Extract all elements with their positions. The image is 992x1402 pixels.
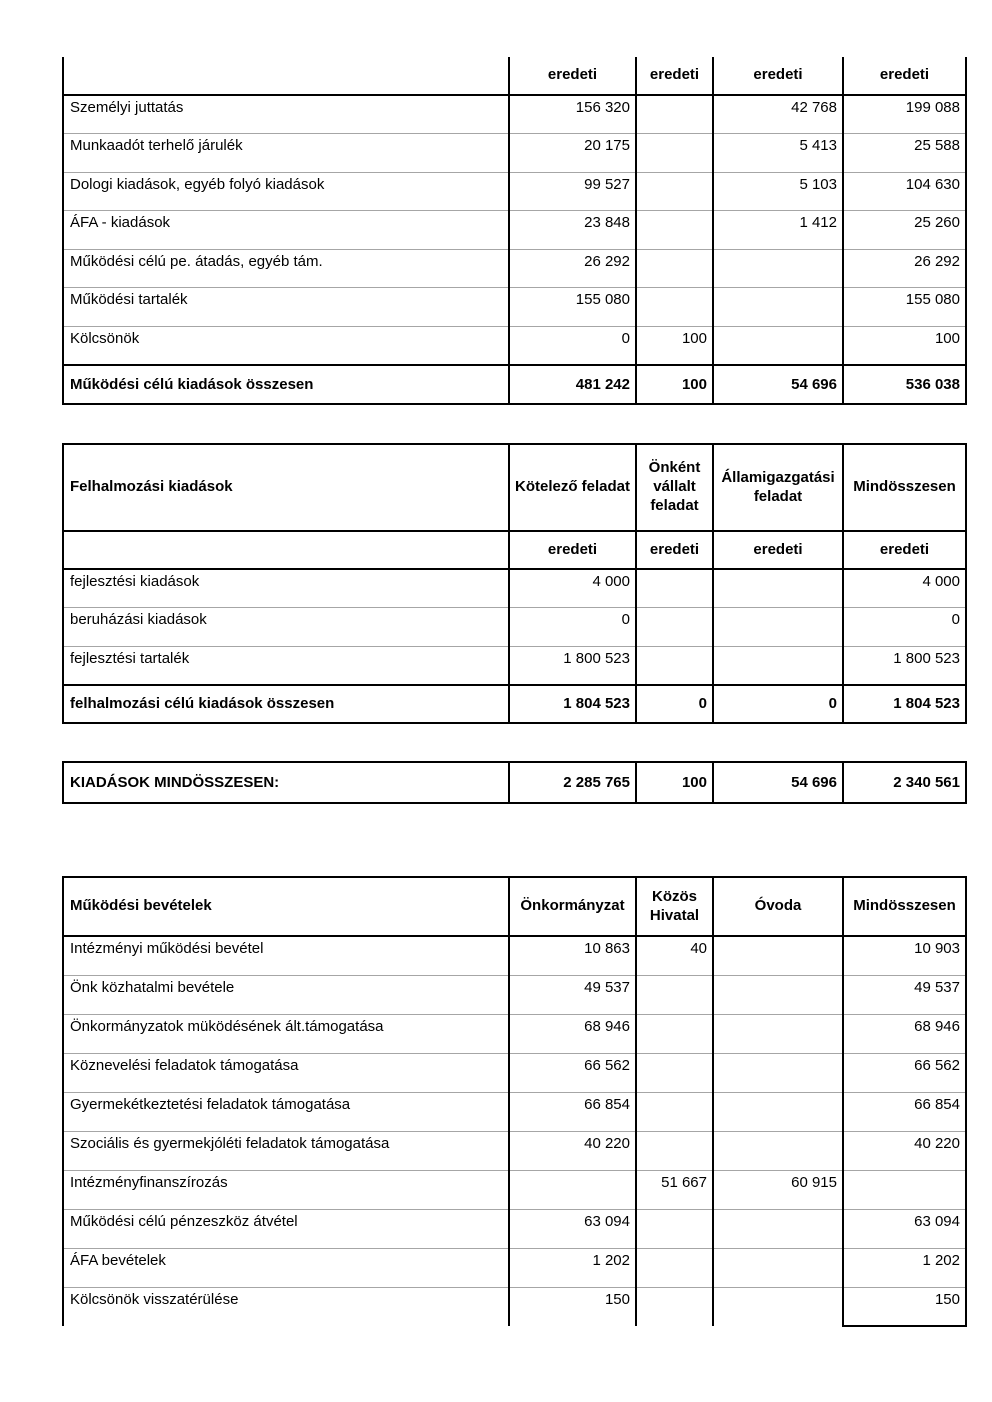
- cell-value: 5 103: [713, 172, 843, 211]
- cell-value: [636, 1131, 713, 1170]
- cell-value: 20 175: [509, 134, 636, 173]
- cell-value: [636, 608, 713, 647]
- row-label: ÁFA bevételek: [63, 1248, 509, 1287]
- row-label: [63, 531, 509, 569]
- cell-value: [636, 1287, 713, 1326]
- column-header-cell: Óvoda: [713, 877, 843, 936]
- cell-value: 66 562: [509, 1053, 636, 1092]
- table-row: [63, 249, 966, 288]
- table-row: [63, 975, 966, 1014]
- cell-value: [636, 1248, 713, 1287]
- table-row: [63, 172, 966, 211]
- cell-value: 4 000: [509, 569, 636, 608]
- cell-value: [713, 1092, 843, 1131]
- cell-value: [713, 1053, 843, 1092]
- table-title-cell: Felhalmozási kiadások: [63, 444, 509, 531]
- table-row: [63, 569, 966, 608]
- cell-value: [713, 646, 843, 685]
- cell-value: 104 630: [843, 172, 966, 211]
- row-label: KIADÁSOK MINDÖSSZESEN:: [63, 762, 509, 803]
- cell-value: 63 094: [843, 1209, 966, 1248]
- cell-value: 25 260: [843, 211, 966, 250]
- cell-value: [636, 211, 713, 250]
- cell-value: 40: [636, 936, 713, 975]
- cell-value: [713, 1209, 843, 1248]
- cell-value: 60 915: [713, 1170, 843, 1209]
- row-label: Önk közhatalmi bevétele: [63, 975, 509, 1014]
- total-row: [63, 685, 966, 724]
- cell-value: [636, 975, 713, 1014]
- row-label: Szociális és gyermekjóléti feladatok támogatása: [63, 1131, 509, 1170]
- row-label: Működési tartalék: [63, 288, 509, 327]
- total-value: 100: [636, 762, 713, 803]
- cell-value: [636, 1014, 713, 1053]
- total-value: 0: [636, 685, 713, 724]
- cell-value: 68 946: [509, 1014, 636, 1053]
- row-label: Működési célú pénzeszköz átvétel: [63, 1209, 509, 1248]
- row-label: Munkaadót terhelő járulék: [63, 134, 509, 173]
- table-row: [63, 211, 966, 250]
- cell-value: 156 320: [509, 95, 636, 134]
- cell-value: [636, 1209, 713, 1248]
- cell-value: [713, 975, 843, 1014]
- table-title-cell: Működési bevételek: [63, 877, 509, 936]
- cell-value: [636, 134, 713, 173]
- cell-value: 1 800 523: [509, 646, 636, 685]
- column-subheader-cell: eredeti: [843, 57, 966, 95]
- row-label: Gyermekétkeztetési feladatok támogatása: [63, 1092, 509, 1131]
- cell-value: 63 094: [509, 1209, 636, 1248]
- cell-value: 0: [843, 608, 966, 647]
- subheader-row: [63, 531, 966, 569]
- cell-value: 100: [843, 327, 966, 366]
- cell-value: 66 854: [843, 1092, 966, 1131]
- column-subheader-cell: eredeti: [713, 57, 843, 95]
- column-subheader-cell: eredeti: [509, 57, 636, 95]
- cell-value: 23 848: [509, 211, 636, 250]
- total-row: [63, 762, 966, 803]
- cell-value: [713, 569, 843, 608]
- cell-value: 1 800 523: [843, 646, 966, 685]
- total-value: 481 242: [509, 365, 636, 404]
- table-row: [63, 95, 966, 134]
- cell-value: [713, 327, 843, 366]
- column-header-cell: Kötelező feladat: [509, 444, 636, 531]
- total-expenses-table: [62, 761, 967, 804]
- total-value: 2 285 765: [509, 762, 636, 803]
- operating-revenues-table: [62, 876, 967, 1327]
- table-row: [63, 1248, 966, 1287]
- row-label: Önkormányzatok müködésének ált.támogatása: [63, 1014, 509, 1053]
- column-header-cell: Államigazgatási feladat: [713, 444, 843, 531]
- total-value: 1 804 523: [843, 685, 966, 724]
- table-row: [63, 134, 966, 173]
- total-value: 100: [636, 365, 713, 404]
- cell-value: 66 854: [509, 1092, 636, 1131]
- table-row: [63, 1209, 966, 1248]
- cell-value: [636, 646, 713, 685]
- cell-value: [713, 288, 843, 327]
- cell-value: [636, 1053, 713, 1092]
- total-value: 0: [713, 685, 843, 724]
- cell-value: [713, 608, 843, 647]
- cell-value: 26 292: [509, 249, 636, 288]
- cell-value: [636, 95, 713, 134]
- column-header-cell: Önkormányzat: [509, 877, 636, 936]
- column-subheader-cell: eredeti: [509, 531, 636, 569]
- column-header-cell: Önként vállalt feladat: [636, 444, 713, 531]
- column-subheader-cell: eredeti: [636, 57, 713, 95]
- operating-expenses-table: [62, 57, 967, 405]
- cell-value: [713, 936, 843, 975]
- total-value: 1 804 523: [509, 685, 636, 724]
- row-label: Intézményi működési bevétel: [63, 936, 509, 975]
- cell-value: 0: [509, 608, 636, 647]
- cell-value: [713, 249, 843, 288]
- cell-value: 40 220: [509, 1131, 636, 1170]
- total-value: 54 696: [713, 365, 843, 404]
- subheader-row: [63, 57, 966, 95]
- total-value: 2 340 561: [843, 762, 966, 803]
- cell-value: 100: [636, 327, 713, 366]
- cell-value: 49 537: [843, 975, 966, 1014]
- table-row: [63, 288, 966, 327]
- total-row: [63, 365, 966, 404]
- header-row: [63, 444, 966, 531]
- row-label: Működési célú kiadások összesen: [63, 365, 509, 404]
- total-value: 54 696: [713, 762, 843, 803]
- column-header-cell: Mindösszesen: [843, 444, 966, 531]
- cell-value: [636, 172, 713, 211]
- cell-value: [713, 1014, 843, 1053]
- table-row: [63, 936, 966, 975]
- column-subheader-cell: eredeti: [636, 531, 713, 569]
- header-row: [63, 877, 966, 936]
- cell-value: 4 000: [843, 569, 966, 608]
- row-label: Intézményfinanszírozás: [63, 1170, 509, 1209]
- table-row: [63, 608, 966, 647]
- cell-value: [636, 288, 713, 327]
- table-row: [63, 1053, 966, 1092]
- column-subheader-cell: eredeti: [713, 531, 843, 569]
- row-label: felhalmozási célú kiadások összesen: [63, 685, 509, 724]
- row-label: Személyi juttatás: [63, 95, 509, 134]
- cell-value: 10 903: [843, 936, 966, 975]
- cell-value: 199 088: [843, 95, 966, 134]
- cell-value: 155 080: [509, 288, 636, 327]
- cell-value: [713, 1287, 843, 1326]
- row-label: Dologi kiadások, egyéb folyó kiadások: [63, 172, 509, 211]
- cell-value: 150: [509, 1287, 636, 1326]
- table-row: [63, 1014, 966, 1053]
- cell-value: 25 588: [843, 134, 966, 173]
- cell-value: 49 537: [509, 975, 636, 1014]
- cell-value: 150: [843, 1287, 966, 1326]
- table-row: [63, 327, 966, 366]
- table-row: [63, 1170, 966, 1209]
- row-label: Működési célú pe. átadás, egyéb tám.: [63, 249, 509, 288]
- table-row: [63, 1131, 966, 1170]
- cell-value: [713, 1248, 843, 1287]
- row-label: beruházási kiadások: [63, 608, 509, 647]
- cell-value: 42 768: [713, 95, 843, 134]
- cell-value: [509, 1170, 636, 1209]
- cell-value: 155 080: [843, 288, 966, 327]
- cell-value: [636, 249, 713, 288]
- cell-value: [636, 1092, 713, 1131]
- row-label: fejlesztési kiadások: [63, 569, 509, 608]
- cell-value: 1 202: [843, 1248, 966, 1287]
- column-header-cell: Közös Hivatal: [636, 877, 713, 936]
- cell-value: [636, 569, 713, 608]
- table-row: [63, 1287, 966, 1326]
- table-row: [63, 646, 966, 685]
- row-label: ÁFA - kiadások: [63, 211, 509, 250]
- cell-value: 66 562: [843, 1053, 966, 1092]
- cell-value: 0: [509, 327, 636, 366]
- column-subheader-cell: eredeti: [843, 531, 966, 569]
- column-header-cell: Mindösszesen: [843, 877, 966, 936]
- cell-value: [843, 1170, 966, 1209]
- cell-value: 26 292: [843, 249, 966, 288]
- row-label: Kölcsönök visszatérülése: [63, 1287, 509, 1326]
- cell-value: 5 413: [713, 134, 843, 173]
- cell-value: 1 412: [713, 211, 843, 250]
- row-label: Kölcsönök: [63, 327, 509, 366]
- cell-value: [713, 1131, 843, 1170]
- table-row: [63, 1092, 966, 1131]
- row-label: fejlesztési tartalék: [63, 646, 509, 685]
- cell-value: 1 202: [509, 1248, 636, 1287]
- cell-value: 51 667: [636, 1170, 713, 1209]
- row-label: [63, 57, 509, 95]
- total-value: 536 038: [843, 365, 966, 404]
- cell-value: 68 946: [843, 1014, 966, 1053]
- cell-value: 99 527: [509, 172, 636, 211]
- row-label: Köznevelési feladatok támogatása: [63, 1053, 509, 1092]
- cell-value: 40 220: [843, 1131, 966, 1170]
- cell-value: 10 863: [509, 936, 636, 975]
- capital-expenses-table: [62, 443, 967, 724]
